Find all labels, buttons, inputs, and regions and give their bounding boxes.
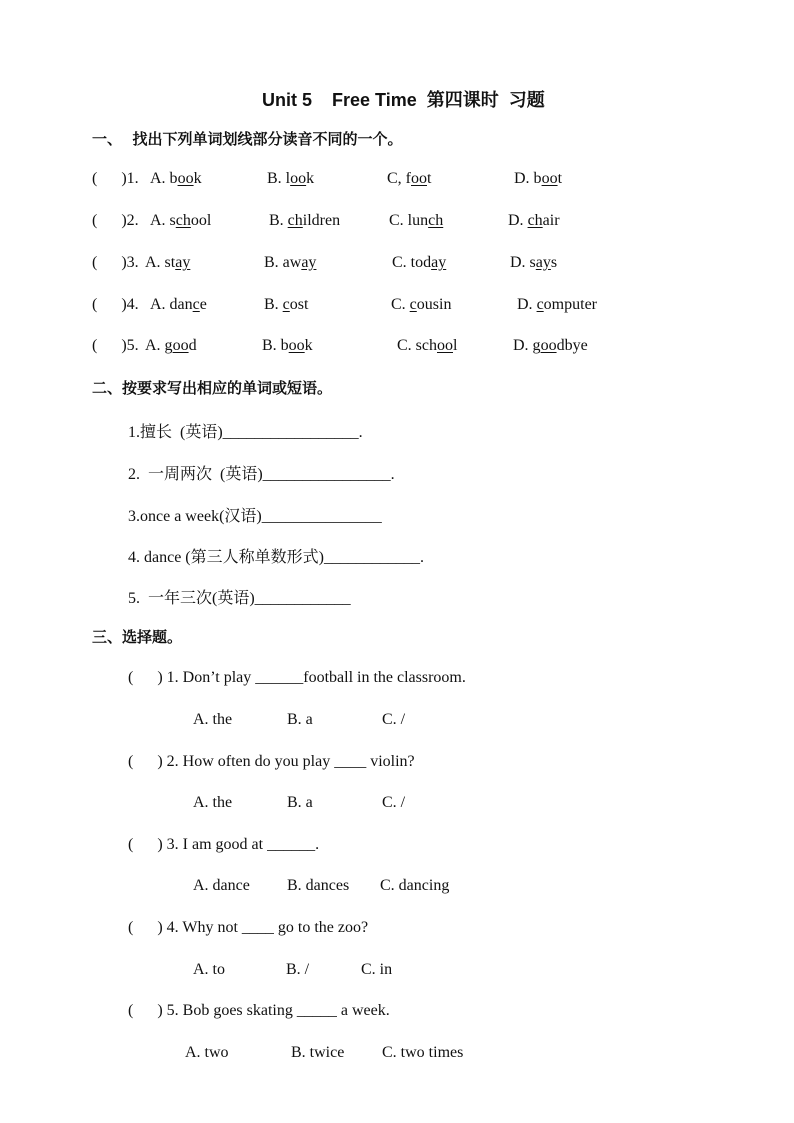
word-option: A. dance: [150, 296, 207, 313]
question: ( ) 5. Bob goes skating _____ a week.: [128, 1002, 390, 1019]
option: A. to: [193, 961, 225, 978]
option: A. the: [193, 711, 233, 728]
underlined-part: c: [282, 296, 290, 313]
word-option: C. lunch: [389, 212, 444, 229]
word-option: B. look: [267, 170, 315, 187]
underlined-part: ch: [175, 212, 191, 229]
word-option: B. cost: [264, 296, 309, 313]
option: B. a: [287, 794, 313, 811]
section3-heading: 三、选择题。: [92, 628, 183, 646]
option: C. /: [382, 794, 406, 811]
word-option: D. chair: [508, 212, 560, 229]
option: A. dance: [193, 877, 250, 894]
option: A. two: [185, 1044, 229, 1061]
question: ( ) 3. I am good at ______.: [128, 836, 320, 853]
underlined-part: ay: [535, 254, 551, 271]
underlined-part: oo: [288, 337, 305, 354]
question: ( ) 4. Why not ____ go to the zoo?: [128, 919, 369, 936]
section1-heading: 一、 找出下列单词划线部分读音不同的一个。: [92, 130, 403, 148]
underlined-part: ch: [527, 212, 543, 229]
word-option: C. school: [397, 337, 458, 354]
underlined-part: ay: [301, 254, 317, 271]
underlined-part: oo: [177, 170, 194, 187]
word-option: D. boot: [514, 170, 563, 187]
section2-item: 5. 一年三次(英语)____________: [128, 590, 351, 607]
underlined-part: ay: [431, 254, 447, 271]
option: A. the: [193, 794, 233, 811]
option: C. dancing: [380, 877, 450, 894]
underlined-part: oo: [541, 170, 558, 187]
word-option: C, foot: [387, 170, 432, 187]
section2-item: 2. 一周两次 (英语)________________.: [128, 466, 395, 483]
question: ( ) 1. Don’t play ______football in the classroom.: [128, 669, 466, 686]
underlined-part: oo: [411, 170, 427, 187]
item-number: ( )5.: [92, 337, 139, 354]
word-option: A. school: [150, 212, 212, 229]
word-option: D. goodbye: [513, 337, 588, 354]
word-option: A. book: [150, 170, 202, 187]
question: ( ) 2. How often do you play ____ violin?: [128, 753, 415, 770]
word-option: A. good: [145, 337, 197, 354]
underlined-part: c: [192, 296, 200, 313]
item-number: ( )4.: [92, 296, 143, 313]
item-number: ( )2.: [92, 212, 143, 229]
underlined-part: oo: [437, 337, 453, 354]
option: B. /: [286, 961, 310, 978]
word-option: C. cousin: [391, 296, 452, 313]
underlined-part: oo: [172, 337, 189, 354]
underlined-part: c: [536, 296, 544, 313]
section2-item: 3.once a week(汉语)_______________: [128, 508, 382, 525]
underlined-part: oo: [290, 170, 307, 187]
item-number: ( )3.: [92, 254, 139, 271]
option: C. /: [382, 711, 406, 728]
word-option: B. away: [264, 254, 317, 271]
option: B. twice: [291, 1044, 345, 1061]
section2-item: 1.擅长 (英语)_________________.: [128, 424, 363, 441]
underlined-part: c: [409, 296, 417, 313]
underlined-part: ch: [428, 212, 444, 229]
section2-item: 4. dance (第三人称单数形式)____________.: [128, 549, 424, 566]
underlined-part: oo: [540, 337, 557, 354]
option: B. dances: [287, 877, 350, 894]
word-option: D. says: [510, 254, 558, 271]
word-option: D. computer: [517, 296, 597, 313]
option: C. in: [361, 961, 393, 978]
option: C. two times: [382, 1044, 464, 1061]
underlined-part: ay: [175, 254, 191, 271]
word-option: B. book: [262, 337, 313, 354]
section2-heading: 二、按要求写出相应的单词或短语。: [92, 379, 333, 397]
option: B. a: [287, 711, 313, 728]
underlined-part: ch: [287, 212, 303, 229]
word-option: C. today: [392, 254, 447, 271]
word-option: B. children: [269, 212, 341, 229]
word-option: A. stay: [145, 254, 191, 271]
item-number: ( )1.: [92, 170, 143, 187]
page-title: Unit 5 Free Time 第四课时 习题: [262, 90, 545, 110]
